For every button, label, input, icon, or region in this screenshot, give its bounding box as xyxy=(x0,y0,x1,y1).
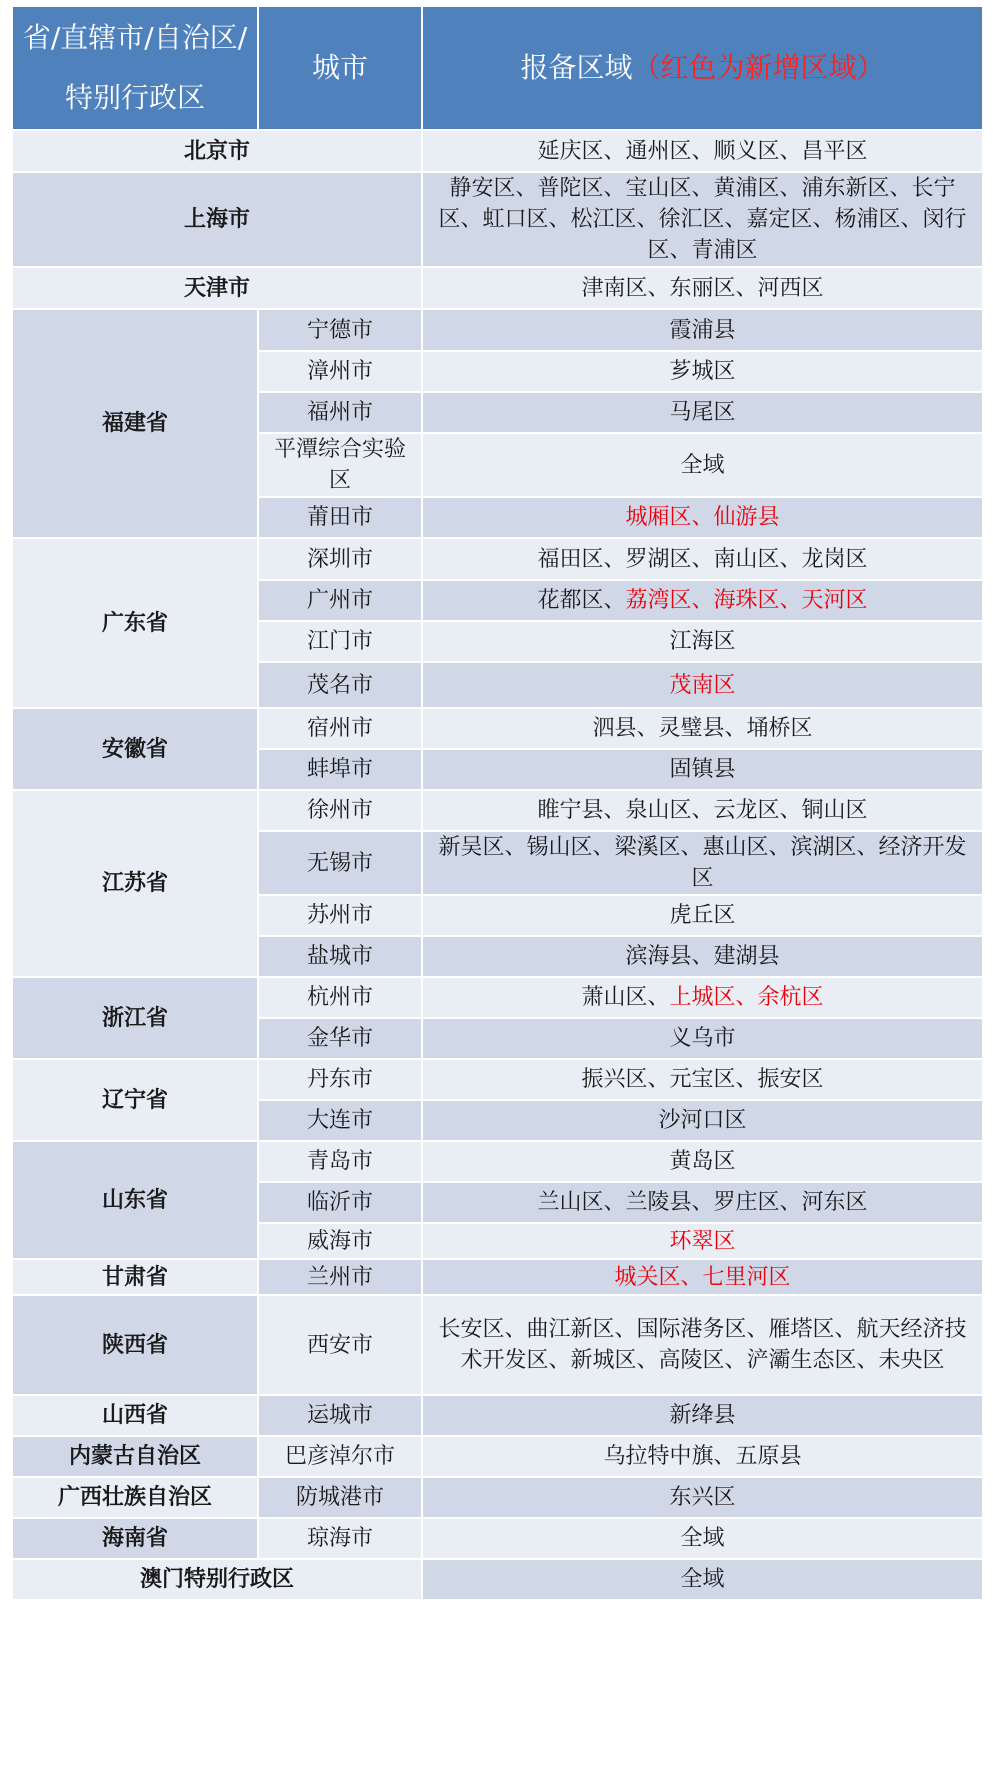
area-text: 芗城区 xyxy=(669,359,736,384)
area-text: 泗县、灵璧县、埇桥区 xyxy=(592,716,813,741)
city-cell: 宁德市 xyxy=(258,309,422,351)
city-cell: 巴彦淖尔市 xyxy=(258,1436,422,1477)
city-cell: 蚌埠市 xyxy=(258,749,422,790)
city-cell: 运城市 xyxy=(258,1395,422,1436)
table-row xyxy=(12,172,983,267)
province-cell: 上海市 xyxy=(12,172,422,267)
areas-cell xyxy=(422,1018,983,1059)
areas-cell xyxy=(422,538,983,580)
areas-cell xyxy=(422,130,983,172)
area-text: 全域 xyxy=(680,452,725,478)
province-cell: 山西省 xyxy=(12,1395,258,1436)
city-cell: 平潭综合实验区 xyxy=(258,433,422,497)
area-text: 兰山区、兰陵县、罗庄区、河东区 xyxy=(537,1190,868,1215)
city-cell: 徐州市 xyxy=(258,790,422,831)
table-row xyxy=(12,1477,983,1518)
province-cell: 陕西省 xyxy=(12,1295,258,1395)
city-cell: 莆田市 xyxy=(258,497,422,538)
province-cell: 澳门特别行政区 xyxy=(12,1559,422,1600)
table-row xyxy=(12,1436,983,1477)
area-text: 延庆区、通州区、顺义区、昌平区 xyxy=(537,138,868,164)
city-cell: 漳州市 xyxy=(258,351,422,392)
province-cell: 甘肃省 xyxy=(12,1259,258,1295)
city-cell: 临沂市 xyxy=(258,1182,422,1223)
new-area-text: 城厢区、仙游县 xyxy=(625,505,780,530)
area-text: 长安区、曲江新区、国际港务区、雁塔区、航天经济技术开发区、新城区、高陵区、浐灞生态区、未央区 xyxy=(438,1317,967,1373)
city-cell: 广州市 xyxy=(258,580,422,621)
areas-cell xyxy=(422,1182,983,1223)
province-cell: 海南省 xyxy=(12,1518,258,1559)
areas-cell xyxy=(422,309,983,351)
area-text: 全域 xyxy=(680,1567,725,1592)
areas-cell xyxy=(422,1141,983,1182)
table-row xyxy=(12,977,983,1018)
province-cell: 广东省 xyxy=(12,538,258,708)
city-cell: 兰州市 xyxy=(258,1259,422,1295)
areas-cell xyxy=(422,662,983,708)
city-cell: 江门市 xyxy=(258,621,422,662)
header-province: 省/直辖市/自治区/特别行政区 xyxy=(12,6,258,130)
area-text: 霞浦县 xyxy=(669,317,736,343)
table-row xyxy=(12,1295,983,1395)
areas-cell xyxy=(422,749,983,790)
province-cell: 安徽省 xyxy=(12,708,258,790)
areas-cell xyxy=(422,172,983,267)
table-row xyxy=(12,1059,983,1100)
city-cell: 防城港市 xyxy=(258,1477,422,1518)
areas-cell xyxy=(422,392,983,433)
areas-cell xyxy=(422,433,983,497)
city-cell: 盐城市 xyxy=(258,936,422,977)
area-text: 福田区、罗湖区、南山区、龙岗区 xyxy=(537,546,868,572)
area-text: 静安区、普陀区、宝山区、黄浦区、浦东新区、长宁区、虹口区、松江区、徐汇区、嘉定区、杨浦区、闵行区、青浦区 xyxy=(438,176,967,263)
city-cell: 深圳市 xyxy=(258,538,422,580)
areas-cell xyxy=(422,621,983,662)
table-row xyxy=(12,1518,983,1559)
area-text: 睢宁县、泉山区、云龙区、铜山区 xyxy=(537,798,868,823)
city-cell: 威海市 xyxy=(258,1223,422,1259)
areas-cell xyxy=(422,1395,983,1436)
header-areas xyxy=(422,6,983,130)
areas-cell xyxy=(422,977,983,1018)
areas-cell xyxy=(422,895,983,936)
areas-cell xyxy=(422,1259,983,1295)
table-row xyxy=(12,1259,983,1295)
province-cell: 福建省 xyxy=(12,309,258,538)
area-text: 花都区、 xyxy=(537,588,626,613)
city-cell: 大连市 xyxy=(258,1100,422,1141)
filing-area-table xyxy=(11,5,984,1601)
table-row xyxy=(12,708,983,749)
area-text: 滨海县、建湖县 xyxy=(625,944,780,969)
areas-cell xyxy=(422,497,983,538)
areas-cell xyxy=(422,1295,983,1395)
table-row xyxy=(12,1559,983,1600)
header-areas-note: （红色为新增区域） xyxy=(632,51,885,84)
city-cell: 琼海市 xyxy=(258,1518,422,1559)
new-area-text: 荔湾区、海珠区、天河区 xyxy=(625,588,868,613)
areas-cell xyxy=(422,708,983,749)
province-cell: 江苏省 xyxy=(12,790,258,977)
areas-cell xyxy=(422,1100,983,1141)
area-text: 津南区、东丽区、河西区 xyxy=(581,275,824,301)
city-cell: 无锡市 xyxy=(258,831,422,895)
table-row xyxy=(12,1395,983,1436)
new-area-text: 环翠区 xyxy=(669,1228,736,1254)
city-cell: 金华市 xyxy=(258,1018,422,1059)
area-text: 新吴区、锡山区、梁溪区、惠山区、滨湖区、经济开发区 xyxy=(438,835,967,891)
city-cell: 苏州市 xyxy=(258,895,422,936)
province-cell: 浙江省 xyxy=(12,977,258,1059)
city-cell: 福州市 xyxy=(258,392,422,433)
areas-cell xyxy=(422,831,983,895)
area-text: 乌拉特中旗、五原县 xyxy=(603,1444,802,1469)
table-row xyxy=(12,309,983,351)
city-cell: 青岛市 xyxy=(258,1141,422,1182)
table-row xyxy=(12,1141,983,1182)
table-row xyxy=(12,267,983,309)
table-header-row xyxy=(12,6,983,130)
new-area-text: 上城区、余杭区 xyxy=(669,985,824,1010)
areas-cell xyxy=(422,1223,983,1259)
area-text: 东兴区 xyxy=(669,1485,736,1510)
city-cell: 茂名市 xyxy=(258,662,422,708)
area-text: 固镇县 xyxy=(669,757,736,782)
area-text: 新绛县 xyxy=(669,1403,736,1428)
areas-cell xyxy=(422,1477,983,1518)
areas-cell xyxy=(422,580,983,621)
areas-cell xyxy=(422,267,983,309)
province-cell: 天津市 xyxy=(12,267,422,309)
table-row xyxy=(12,538,983,580)
areas-cell xyxy=(422,1559,983,1600)
table-row xyxy=(12,130,983,172)
area-text: 全域 xyxy=(680,1526,725,1551)
area-text: 义乌市 xyxy=(669,1026,736,1051)
header-areas-label: 报备区域 xyxy=(520,51,633,84)
province-cell: 辽宁省 xyxy=(12,1059,258,1141)
header-city: 城市 xyxy=(258,6,422,130)
areas-cell xyxy=(422,351,983,392)
table-row xyxy=(12,790,983,831)
area-text: 马尾区 xyxy=(669,400,736,425)
areas-cell xyxy=(422,790,983,831)
area-text: 虎丘区 xyxy=(669,903,736,928)
areas-cell xyxy=(422,936,983,977)
areas-cell xyxy=(422,1436,983,1477)
new-area-text: 城关区、七里河区 xyxy=(614,1264,791,1290)
new-area-text: 茂南区 xyxy=(669,672,736,698)
city-cell: 丹东市 xyxy=(258,1059,422,1100)
province-cell: 内蒙古自治区 xyxy=(12,1436,258,1477)
city-cell: 西安市 xyxy=(258,1295,422,1395)
province-cell: 山东省 xyxy=(12,1141,258,1259)
province-cell: 广西壮族自治区 xyxy=(12,1477,258,1518)
areas-cell xyxy=(422,1059,983,1100)
area-text: 江海区 xyxy=(669,629,736,654)
area-text: 萧山区、 xyxy=(581,985,670,1010)
area-text: 振兴区、元宝区、振安区 xyxy=(581,1067,824,1092)
area-text: 沙河口区 xyxy=(658,1108,747,1133)
areas-cell xyxy=(422,1518,983,1559)
city-cell: 宿州市 xyxy=(258,708,422,749)
city-cell: 杭州市 xyxy=(258,977,422,1018)
province-cell: 北京市 xyxy=(12,130,422,172)
area-text: 黄岛区 xyxy=(669,1149,736,1174)
